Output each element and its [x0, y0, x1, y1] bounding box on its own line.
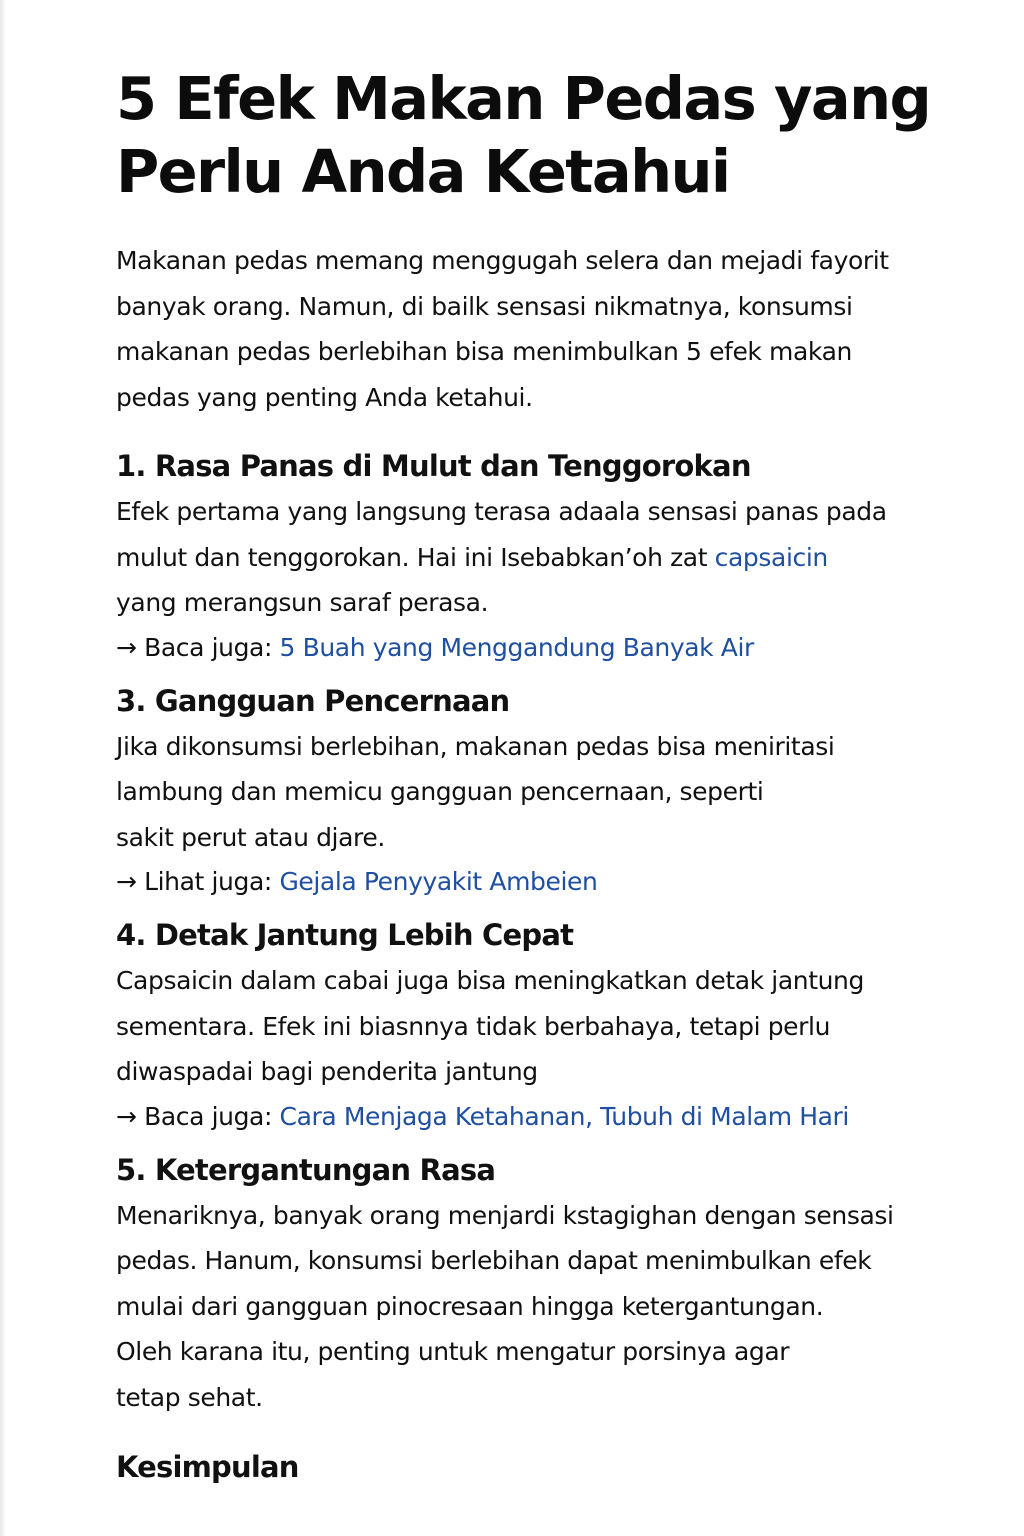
see-also-link-buah[interactable]: 5 Buah yang Menggandung Banyak Air	[279, 632, 754, 662]
see-also-row	[116, 860, 916, 904]
paragraph-line: Menariknya, banyak orang menjardi kstagighan dengan sensasi	[116, 1200, 894, 1230]
intro-line: pedas yang penting Anda ketahui.	[116, 382, 533, 412]
section-heading: 1. Rasa Panas di Mulut dan Tenggorokan	[116, 449, 751, 483]
article-title-line: 5 Efek Makan Pedas yang	[116, 64, 931, 133]
intro-line: Makanan pedas memang menggugah selera dan mejadi fayorit	[116, 246, 889, 275]
paragraph-text: mulut dan tenggorokan. Hai ini Isebabkan’oh zat	[116, 542, 715, 572]
see-also-label: → Lihat juga:	[116, 867, 280, 896]
intro-line: makanan pedas berlebihan bisa menimbulkan 5 efek makan	[116, 337, 852, 366]
page-left-border	[0, 0, 6, 1536]
capsaicin-link[interactable]: capsaicin	[714, 542, 828, 572]
see-also-link-ketahanan-tubuh[interactable]: Cara Menjaga Ketahanan, Tubuh di Malam Hari	[279, 1101, 849, 1131]
paragraph-line: lambung dan memicu gangguan pencernaan, seperti	[116, 777, 764, 806]
see-also-label: → Baca juga:	[116, 1101, 280, 1131]
section-gangguan-pencernaan	[116, 682, 916, 905]
paragraph-line: tetap sehat.	[116, 1382, 263, 1412]
see-also-row	[116, 1095, 916, 1139]
paragraph-line: yang merangsun saraf perasa.	[116, 588, 489, 617]
see-also-link-ambeien[interactable]: Gejala Penyyakit Ambeien	[279, 867, 598, 896]
paragraph-line: sementara. Efek ini biasnnya tidak berbahaya, tetapi perlu	[116, 1011, 831, 1041]
article-title-line: Perlu Anda Ketahui	[116, 137, 730, 206]
paragraph-line: Capsaicin dalam cabai juga bisa meningkatkan detak jantung	[116, 966, 864, 995]
section-heading: 5. Ketergantungan Rasa	[116, 1152, 496, 1187]
see-also-label: → Baca juga:	[116, 632, 280, 662]
paragraph-line: Jika dikonsumsi berlebihan, makanan pedas bisa meniritasi	[116, 731, 835, 761]
paragraph-line	[116, 535, 916, 581]
section-paragraph	[116, 958, 916, 1095]
article-title	[116, 62, 931, 208]
section-detak-jantung	[116, 916, 916, 1139]
section-heading: 4. Detak Jantung Lebih Cepat	[116, 918, 574, 952]
section-heading: 3. Gangguan Pencernaan	[116, 683, 510, 718]
see-also-row	[116, 626, 916, 670]
intro-line: banyak orang. Namun, di bailk sensasi nikmatnya, konsumsi	[116, 291, 853, 321]
section-paragraph	[116, 1193, 916, 1421]
intro-paragraph	[116, 238, 916, 420]
paragraph-line: mulai dari gangguan pinocresaan hingga ketergantungan.	[116, 1291, 824, 1321]
section-rasa-panas	[116, 447, 916, 670]
section-ketergantungan-rasa	[116, 1151, 916, 1421]
paragraph-line: Oleh karana itu, penting untuk mengatur porsinya agar	[116, 1337, 790, 1366]
conclusion-heading: Kesimpulan	[116, 1450, 299, 1484]
paragraph-line: diwaspadai bagi penderita jantung	[116, 1057, 538, 1086]
paragraph-line: pedas. Hanum, konsumsi berlebihan dapat menimbulkan efek	[116, 1246, 872, 1275]
article	[116, 62, 931, 1486]
section-paragraph	[116, 724, 916, 861]
section-paragraph	[116, 489, 916, 626]
paragraph-line: sakit perut atau djare.	[116, 822, 385, 852]
paragraph-line: Efek pertama yang langsung terasa adaala sensasi panas pada	[116, 497, 887, 526]
